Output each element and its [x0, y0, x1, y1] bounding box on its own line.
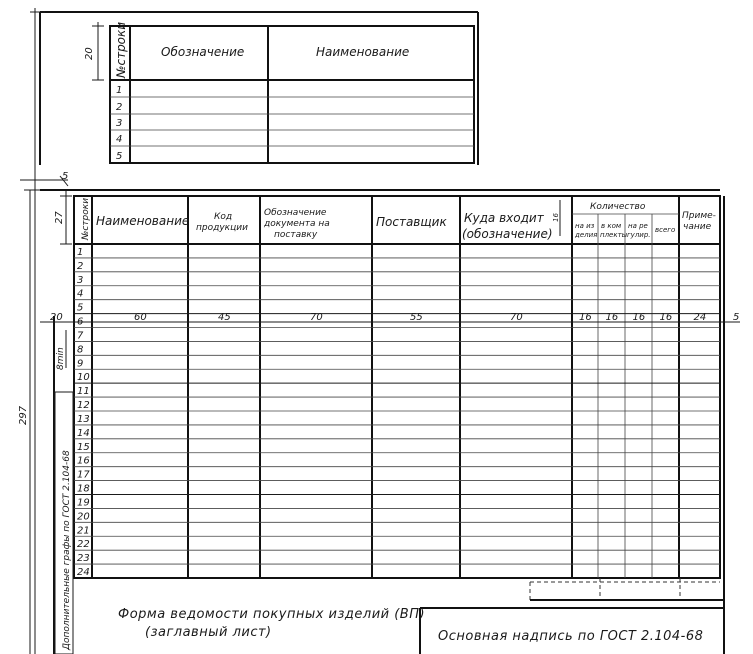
table-row-number: 7 [77, 330, 84, 342]
dim-5-top: 5 [62, 171, 69, 182]
table-row-number: 6 [77, 316, 84, 328]
table-row-number: 1 [77, 246, 84, 258]
top-dim-20: 20 [84, 47, 95, 60]
table-row-number: 13 [77, 413, 90, 425]
row-lines [74, 258, 720, 564]
header-note-l2: чание [683, 222, 712, 232]
table-row-number: 4 [77, 288, 84, 300]
table-row-number: 12 [77, 400, 90, 411]
header-q1-l1: на из [575, 222, 595, 230]
caption-line-1: Форма ведомости покупных изделий (ВП) [118, 607, 426, 622]
column-width-label: 60 [134, 312, 147, 323]
table-row-number: 21 [77, 525, 90, 537]
dim-297: 297 [18, 405, 29, 425]
caption-line-2: (заглавный лист) [145, 625, 272, 640]
table-row-number: 24 [77, 567, 90, 578]
top-header-row-no: №строки [114, 21, 128, 78]
table-row-number: 20 [77, 511, 90, 523]
top-row-number: 4 [116, 134, 123, 145]
header-q3-l2: гулир. [627, 231, 651, 239]
column-width-label: 16 [579, 312, 592, 323]
top-row-number: 3 [116, 118, 123, 129]
stamp-text: Основная надпись по ГОСТ 2.104-68 [438, 629, 704, 644]
header-q1-l2: делия [575, 231, 598, 239]
table-row-number: 5 [77, 302, 84, 314]
dim-20-left: 20 [50, 312, 63, 323]
top-form [30, 8, 478, 654]
top-row-number: 5 [116, 151, 123, 162]
header-doc-l2: документа на [264, 219, 330, 229]
column-width-label: 55 [410, 312, 423, 323]
header-note-l1: Приме- [682, 211, 716, 221]
top-header-name: Наименование [316, 45, 410, 59]
row-numbers [77, 247, 90, 578]
header-quantity: Количество [590, 202, 646, 212]
column-width-label: 24 [693, 312, 707, 323]
header-code-l2: продукции [196, 223, 248, 233]
header-row-no: №строки [81, 197, 91, 240]
table-row-number: 18 [77, 483, 90, 495]
table-row-number: 14 [77, 427, 90, 439]
header-name: Наименование [96, 214, 190, 228]
table-row-number: 22 [77, 539, 90, 551]
table-row-number: 10 [77, 372, 90, 384]
column-width-label: 70 [510, 312, 523, 323]
dim-16-where: 16 [552, 213, 560, 222]
header-q3-l1: на ре [628, 222, 648, 230]
header-doc-l3: поставку [274, 230, 318, 240]
dim-27: 27 [54, 211, 65, 224]
table-row-number: 11 [77, 386, 90, 398]
header-q2-l2: плекты [600, 231, 628, 239]
header-where-l2: (обозначение) [462, 227, 553, 241]
table-row-number: 17 [77, 469, 90, 481]
column-width-label: 70 [310, 312, 323, 323]
header-supplier: Поставщик [376, 215, 447, 229]
header-doc-l1: Обозначение [264, 208, 327, 218]
header-where-l1: Куда входит [464, 211, 544, 225]
side-label: Дополнительные графы по ГОСТ 2.104-68 [62, 450, 72, 650]
header-code-l1: Код [214, 212, 233, 222]
table-row-number: 9 [77, 358, 84, 370]
column-width-label: 16 [605, 312, 619, 323]
column-width-label: 16 [659, 312, 673, 323]
column-width-label: 16 [632, 312, 646, 323]
table-row-number: 15 [77, 441, 90, 453]
top-row-number: 1 [116, 85, 123, 96]
table-row-number: 8 [77, 344, 84, 356]
dim-5-right: 5 [733, 312, 740, 323]
top-row-number: 2 [116, 102, 123, 113]
table-row-number: 19 [77, 497, 90, 509]
top-header-designation: Обозначение [161, 45, 245, 59]
main-form [18, 171, 740, 654]
table-row-number: 23 [77, 553, 90, 565]
table-row-number: 2 [77, 260, 84, 272]
header-q4: всего [655, 226, 676, 234]
dim-8min: 8min [56, 347, 66, 370]
table-row-number: 16 [77, 455, 90, 467]
table-row-number: 3 [77, 274, 84, 286]
column-width-label: 45 [218, 312, 231, 323]
header-q2-l1: в ком [601, 222, 622, 230]
